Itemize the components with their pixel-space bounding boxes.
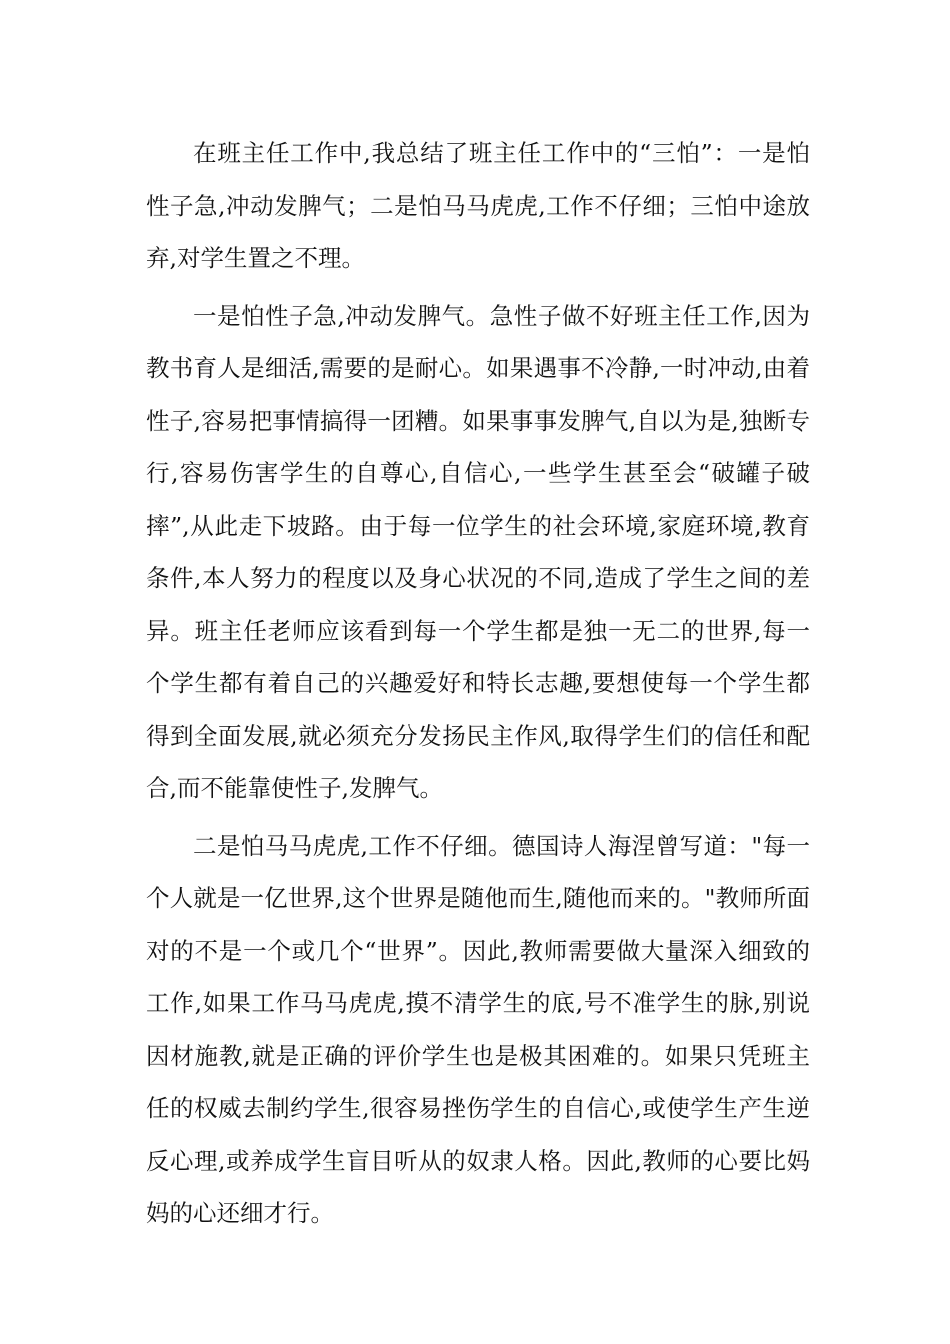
paragraph-first-fear: 一是怕性子急,冲动发脾气。急性子做不好班主任工作,因为教书育人是细活,需要的是耐心。如果遇事不冷静,一时冲动,由着性子,容易把事情搞得一团糟。如果事事发脾气,自以为是,独断专行,容易伤害学生的自尊心,自信心,一些学生甚至会“破罐子破摔”,从此走下坡路。由于每一位学生的社会环境,家庭环境,教育条件,本人努力的程度以及身心状况的不同,造成了学生之间的差异。班主任老师应该看到每一个学生都是独一无二的世界,每一个学生都有着自己的兴趣爱好和特长志趣,要想使每一个学生都得到全面发展,就必须充分发扬民主作风,取得学生们的信任和配合,而不能靠使性子,发脾气。 [146, 301, 810, 802]
paragraph-second-fear: 二是怕马马虎虎,工作不仔细。德国诗人海涅曾写道："每一个人就是一亿世界,这个世界是随他而生,随他而来的。"教师所面对的不是一个或几个“世界”。因此,教师需要做大量深入细致的工作,如果工作马马虎虎,摸不清学生的底,号不准学生的脉,别说因材施教,就是正确的评价学生也是极其困难的。如果只凭班主任的权威去制约学生,很容易挫伤学生的自信心,或使学生产生逆反心理,或养成学生盲目听从的奴隶人格。因此,教师的心要比妈妈的心还细才行。 [146, 831, 810, 1227]
document-body [146, 127, 810, 1245]
paragraph-intro: 在班主任工作中,我总结了班主任工作中的“三怕”：一是怕性子急,冲动发脾气；二是怕马马虎虎,工作不仔细；三怕中途放弃,对学生置之不理。 [146, 139, 810, 272]
